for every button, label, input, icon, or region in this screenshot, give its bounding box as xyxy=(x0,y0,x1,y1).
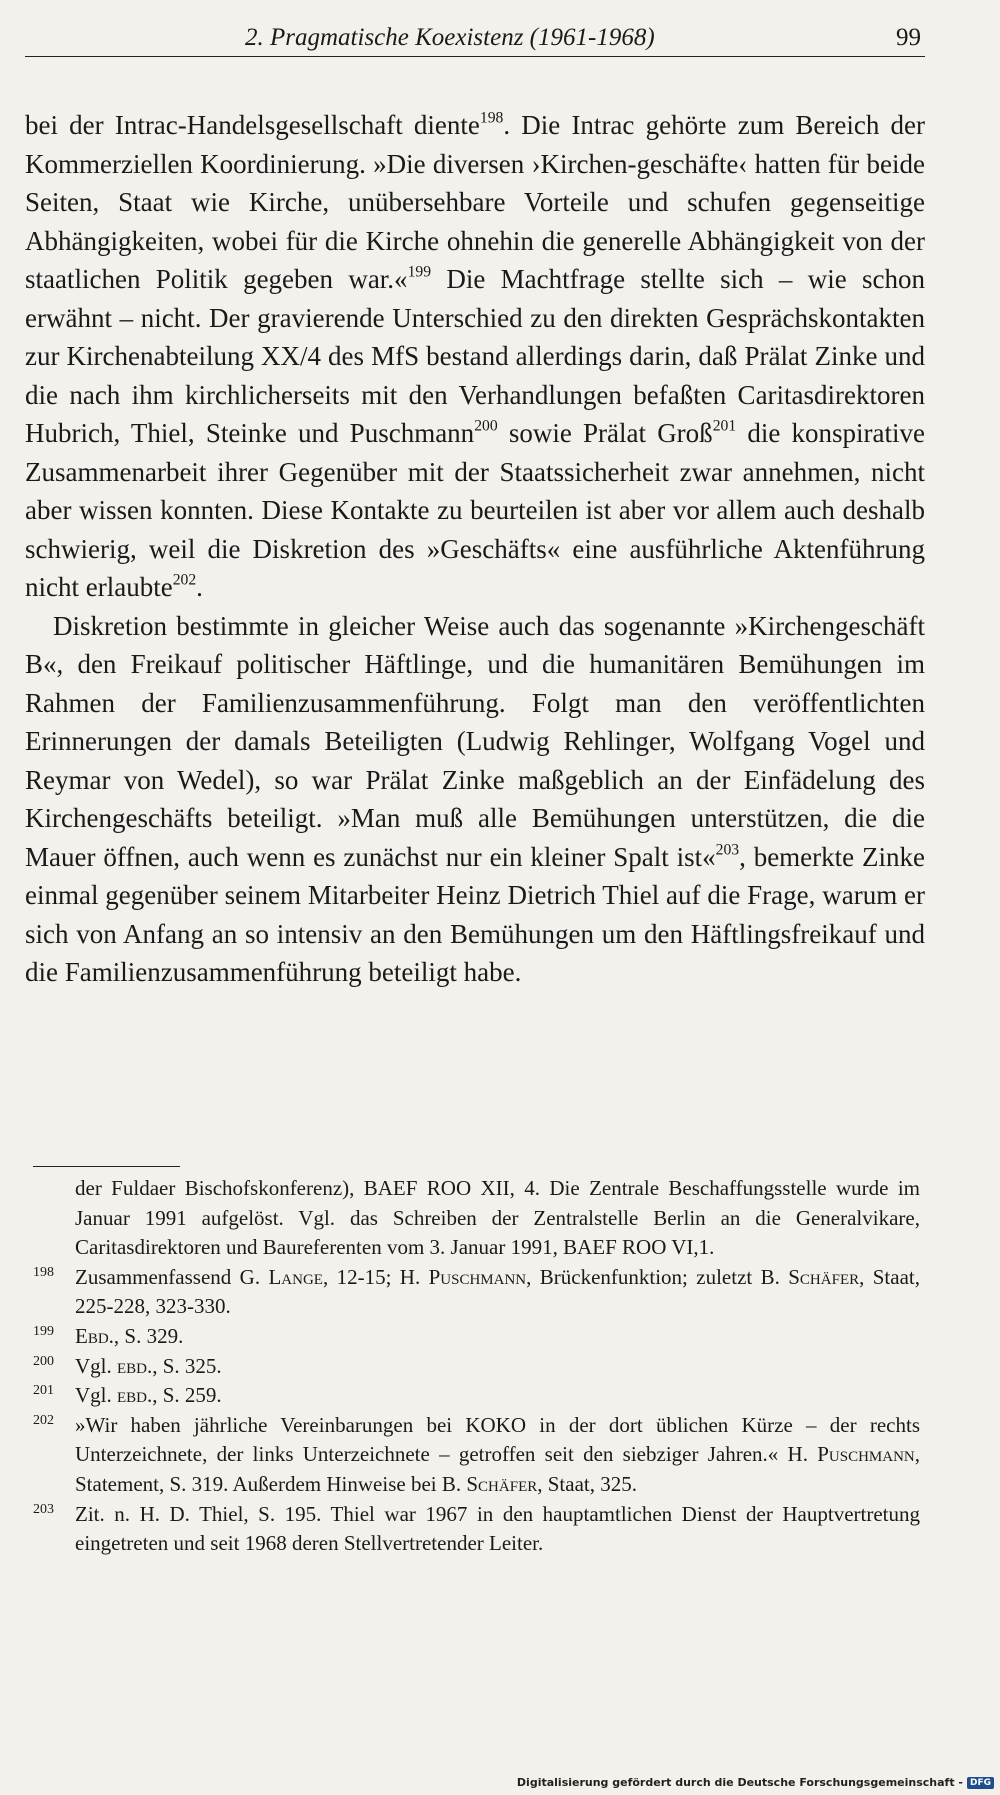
footnote-ref-200: 200 xyxy=(474,417,498,435)
text-run: »Wir haben jährliche Vereinbarungen bei KOKO in der dort üblichen Kürze – der rechts Unterzeichnete, der links Unterzeichnete – getroffen seit den siebziger Jahren.« H. xyxy=(75,1412,920,1467)
paragraph-2 xyxy=(25,607,925,992)
text-run: , Statement, S. 319. Außerdem Hinweise bei B. xyxy=(75,1442,920,1496)
footnote-number: 201 xyxy=(33,1383,54,1399)
text-run: Zit. n. H. D. Thiel, S. 195. Thiel war 1967 in den hauptamtlichen Dienst der Hauptvertretung eingetreten und seit 1968 deren Stellvertretender Leiter. xyxy=(75,1501,920,1556)
footnote-divider xyxy=(33,1166,180,1167)
text-run: Zusammenfassend G. xyxy=(75,1264,269,1289)
text-run: , S. 259. xyxy=(152,1383,222,1408)
ebd-abbrev: ebd. xyxy=(117,1383,153,1408)
footnote-201 xyxy=(33,1381,920,1411)
author-name: Puschmann xyxy=(817,1442,915,1467)
text-run: , Staat, 325. xyxy=(537,1471,637,1496)
footnote-199 xyxy=(33,1322,920,1352)
text-run: . xyxy=(196,572,203,602)
page-header xyxy=(25,22,925,57)
dfg-logo-icon: DFG xyxy=(967,1777,994,1789)
footnote-number: 200 xyxy=(33,1353,54,1369)
text-run: , Staat, 225-228, 323-330. xyxy=(75,1264,920,1319)
footnote-202 xyxy=(33,1411,920,1500)
author-name: Lange xyxy=(268,1264,323,1289)
text-run: Die Machtfrage stellte sich – wie schon erwähnt – nicht. Der gravierende Unterschied zu den direkten Gesprächskontakten zur Kirchenabteilung XX/4 des MfS bestand allerdings darin, daß Prälat Zinke und die nach ihm kirchlicherseits mit den Verhandlungen befaßten Caritasdirektoren Hubrich, Thiel, Steinke und Puschmann xyxy=(25,264,926,448)
author-name: Puschmann xyxy=(428,1264,527,1289)
text-run: , Brückenfunktion; zuletzt B. xyxy=(526,1264,789,1289)
text-run: die konspirative Zusammenarbeit ihrer Gegenüber mit der Staatssicherheit zwar annehmen, nicht aber wissen konnten. Diese Kontakte zu beurteilen ist aber vor allem auch deshalb schwierig, weil die Diskretion des »Geschäfts« eine ausführliche Aktenführung nicht erlaubte xyxy=(25,418,925,602)
footnote-continuation: der Fuldaer Bischofskonferenz), BAEF ROO XII, 4. Die Zentrale Beschaffungsstelle wurde im Januar 1991 aufgelöst. Vgl. das Schreiben der Zentralstelle Berlin an die Generalvikare, Caritasdirektoren und Baureferenten vom 3. Januar 1991, BAEF ROO VI,1. xyxy=(75,1176,920,1260)
text-run: Diskretion bestimmte in gleicher Weise auch das sogenannte »Kirchengeschäft B«, den Freikauf politischer Häftlinge, und die humanitären Bemühungen im Rahmen der Familienzusammenführung. Folgt man den veröffentlichten Erinnerungen der damals Beteiligten (Ludwig Rehlinger, Wolfgang Vogel und Reymar von Wedel), so war Prälat Zinke maßgeblich an der Einfädelung des Kirchengeschäfts beteiligt. »Man muß alle Bemühungen unterstützen, die die Mauer öffnen, auch wenn es zunächst nur ein kleiner Spalt ist« xyxy=(25,610,925,872)
text-run: . Die Intrac gehörte zum Bereich der Kommerziellen Koordinierung. »Die diversen ›Kirchen-geschäfte‹ hatten für beide Seiten, Staat wie Kirche, unübersehbare Vorteile und schufen gegenseitige Abhängigkeiten, wobei für die Kirche ohnehin die generelle Abhängigkeit von der staatlichen Politik gegeben war.« xyxy=(25,110,926,294)
ebd-abbrev: Ebd. xyxy=(75,1323,114,1348)
author-name: Schäfer xyxy=(466,1471,538,1496)
digitization-credit xyxy=(517,1776,994,1789)
ebd-abbrev: ebd. xyxy=(117,1353,153,1378)
text-run: sowie Prälat Groß xyxy=(497,418,713,448)
footnote-ref-202: 202 xyxy=(172,571,197,589)
footnote-number: 202 xyxy=(33,1412,54,1428)
running-title: 2. Pragmatische Koexistenz (1961-1968) xyxy=(245,24,655,51)
footnote-198 xyxy=(33,1263,920,1322)
credit-text: Digitalisierung gefördert durch die Deutsche Forschungsgemeinschaft - xyxy=(516,1776,963,1789)
page-number: 99 xyxy=(896,24,921,51)
text-run: , S. 325. xyxy=(152,1353,222,1378)
footnotes xyxy=(33,1174,920,1559)
text-run: Vgl. xyxy=(75,1383,117,1408)
footnote-ref-203: 203 xyxy=(715,841,740,859)
footnote-ref-199: 199 xyxy=(407,263,432,281)
footnote-number: 199 xyxy=(33,1323,54,1339)
footnote-200 xyxy=(33,1352,920,1382)
footnote-ref-201: 201 xyxy=(712,417,737,435)
footnote-number: 203 xyxy=(33,1501,54,1517)
text-run: , S. 329. xyxy=(113,1323,184,1348)
text-run: , 12-15; H. xyxy=(322,1264,429,1289)
paragraph-1 xyxy=(25,106,925,607)
text-run: bei der Intrac-Handelsgesellschaft diente xyxy=(25,110,480,140)
footnote-ref-198: 198 xyxy=(479,109,504,127)
text-run: , bemerkte Zinke einmal gegenüber seinem Mitarbeiter Heinz Dietrich Thiel auf die Frage, warum er sich von Anfang an so intensiv an den Bemühungen um den Häftlingsfreikauf und die Familienzusammenführung beteiligt habe. xyxy=(25,841,925,987)
author-name: Schäfer xyxy=(788,1264,860,1289)
footnote-203 xyxy=(33,1500,920,1559)
footnote-number: 198 xyxy=(33,1264,54,1280)
main-text xyxy=(25,106,925,992)
text-run: Vgl. xyxy=(75,1353,117,1378)
